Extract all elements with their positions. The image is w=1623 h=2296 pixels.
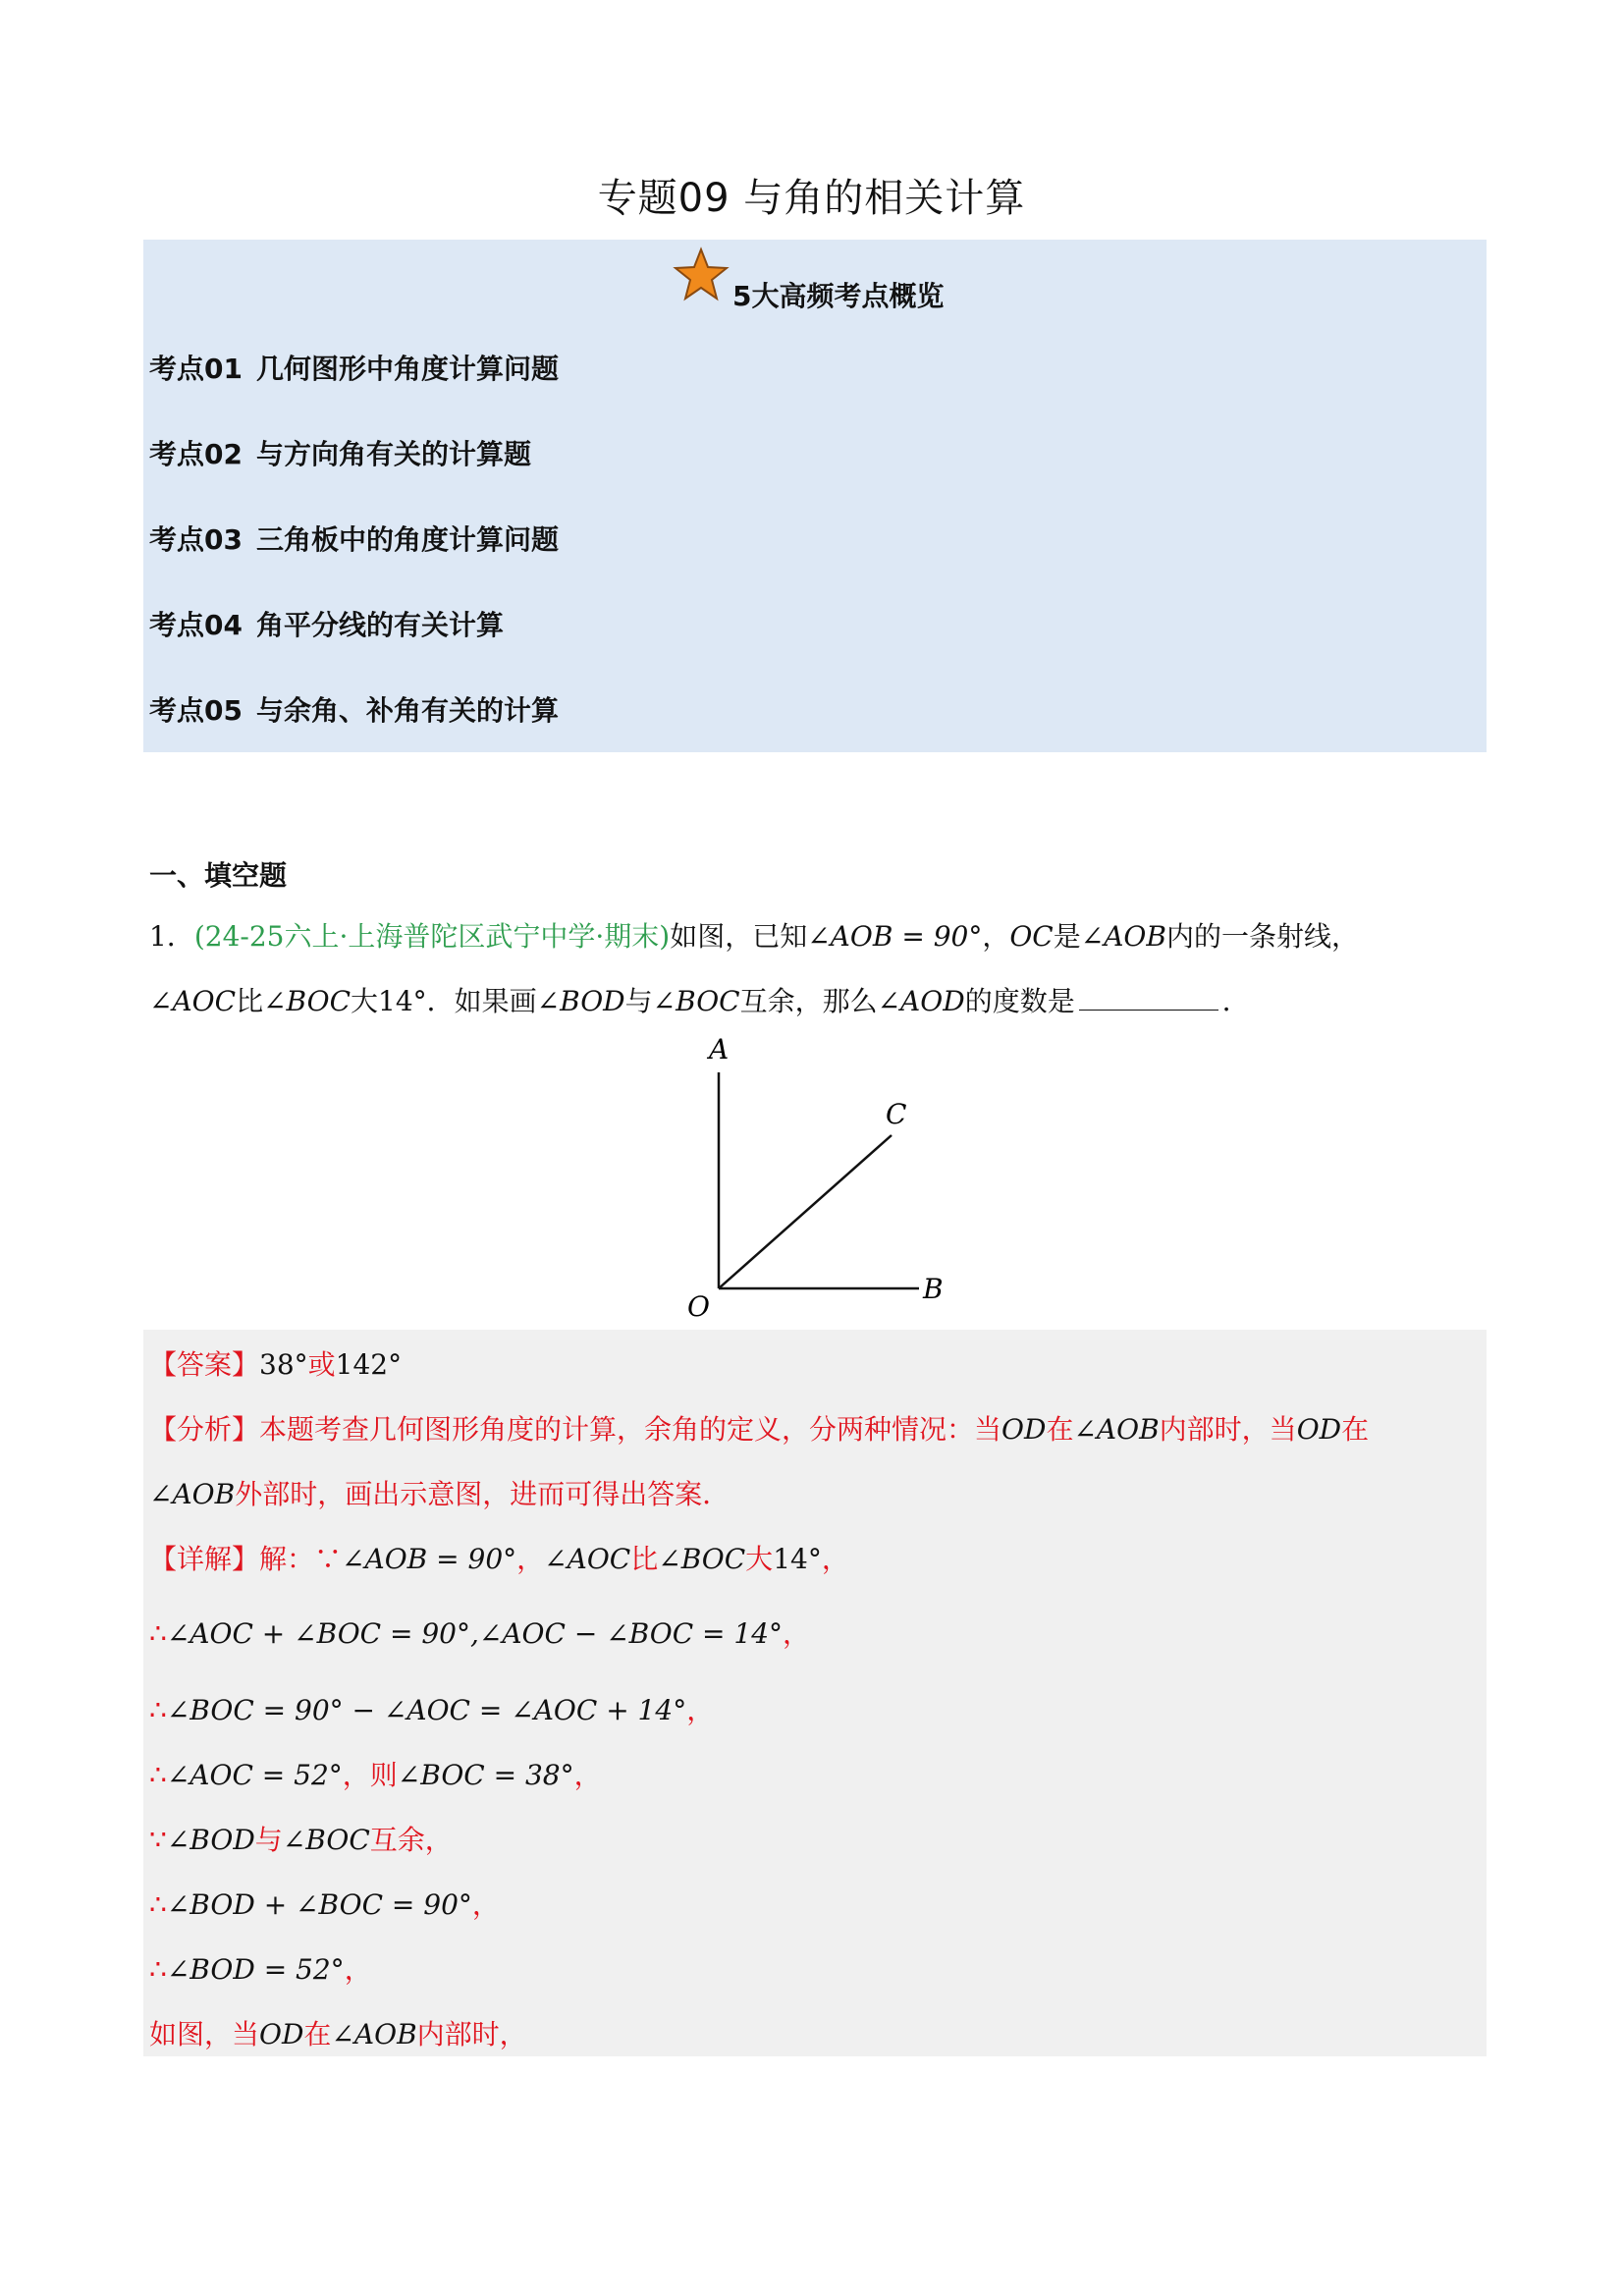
answer-line: 【答案】38°或142° [149,1348,403,1381]
detail-line-6: ∴∠BOD + ∠BOC = 90°， [149,1888,500,1921]
detail-line-4: ∴∠AOC = 52°，则∠BOC = 38°， [149,1759,602,1791]
detail-line-1: 【详解】解：∵∠AOB = 90°，∠AOC比∠BOC大14°， [149,1543,849,1575]
angle-figure [648,1031,982,1326]
key-point-05: 考点05 与余角、补角有关的计算 [149,694,559,727]
key-point-04: 考点04 角平分线的有关计算 [149,609,504,641]
question-line-1: 1．(24-25六上·上海普陀区武宁中学·期末)如图，已知∠AOB = 90°，OC是∠AOB内的一条射线， [149,920,1359,953]
detail-line-8: 如图，当OD在∠AOB内部时， [149,2018,527,2050]
page-title: 专题09 与角的相关计算 [597,176,1026,221]
answer-blank [1079,984,1218,1011]
detail-line-3: ∴∠BOC = 90° − ∠AOC = ∠AOC + 14°， [149,1694,715,1726]
key-point-01: 考点01 几何图形中角度计算问题 [149,353,559,385]
section-title: 一、填空题 [149,859,288,892]
ray-oc [719,1135,892,1288]
label-c: C [886,1098,907,1130]
analysis-line-1: 【分析】本题考查几何图形角度的计算，余角的定义，分两种情况：当OD在∠AOB内部时，当OD在 [149,1413,1370,1446]
label-o: O [687,1290,710,1323]
key-point-03: 考点03 三角板中的角度计算问题 [149,523,559,556]
detail-line-5: ∵∠BOD与∠BOC互余， [149,1824,453,1856]
label-b: B [923,1273,944,1305]
question-source: (24-25六上·上海普陀区武宁中学·期末) [193,920,671,953]
overview-box [143,240,1487,752]
detail-line-2: ∴∠AOC + ∠BOC = 90°,∠AOC − ∠BOC = 14°， [149,1617,811,1650]
label-a: A [709,1033,730,1066]
star-icon [672,246,730,304]
key-point-02: 考点02 与方向角有关的计算题 [149,438,531,470]
question-line-2: ∠AOC比∠BOC大14°．如果画∠BOD与∠BOC互余，那么∠AOD的度数是 ． [149,985,1250,1017]
solution-box [143,1330,1487,2056]
detail-line-7: ∴∠BOD = 52°， [149,1953,372,1986]
analysis-line-2: ∠AOB外部时，画出示意图，进而可得出答案． [149,1478,730,1510]
overview-heading: 5大高频考点概览 [732,280,945,312]
